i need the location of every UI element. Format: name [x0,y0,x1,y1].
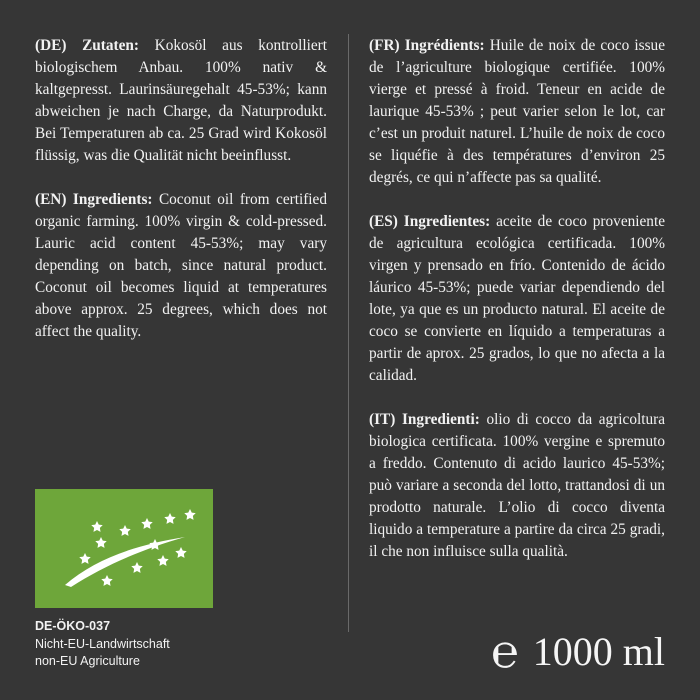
origin-en: non-EU Agriculture [35,654,140,668]
net-volume [491,625,665,677]
ingredients-column-left [35,35,327,365]
ingredients-label: (DE) Zutaten: [35,37,140,54]
ingredients-fr [369,35,665,189]
ingredients-text: aceite de coco proveniente de agricultura ecológica certificada. 100% virgen y prensado en frío. Contenido de ácido láurico 45-53%; puede variar dependiendo del lote, ya que es un producto natural. El aceite de coco se convierte en líquido a temperaturas a partir de aprox. 25 grados, lo que no afecta a la calidad. [369,213,665,384]
volume-amount: 1000 ml [532,629,665,674]
ingredients-it [369,409,665,563]
ingredients-text: olio di cocco da agricoltura biologica certificata. 100% vergine e spremuto a freddo. Contenuto di acido laurico 45-53%; può variare a seconda del lotto, trattandosi di un prodotto naturale. L’olio di cocco diventa liquido a temperature a partire da circa 25 gradi, il che non influisce sulla qualità. [369,411,666,560]
ingredients-label: (EN) Ingredients: [35,191,153,208]
ingredients-label: (FR) Ingrédients: [369,37,485,54]
ingredients-label: (IT) Ingredienti: [369,411,480,428]
ingredients-text: Coconut oil from certified organic farming. 100% virgin & cold-pressed. Lauric acid content 45-53%; may vary depending on batch, since natural product. Coconut oil becomes liquid at temperatures above approx. 25 degrees, which does not affect the quality. [35,191,327,340]
estimated-sign-icon: ℮ [491,626,519,677]
organic-control-code: DE-ÖKO-037 [35,619,111,633]
ingredients-de [35,35,327,167]
origin-de: Nicht-EU-Landwirtschaft [35,636,170,651]
eu-organic-leaf-icon [35,489,213,608]
ingredients-es [369,211,665,387]
ingredients-column-right [369,35,665,585]
ingredients-text: Kokosöl aus kontrolliert biologischem Anbau. 100% nativ & kaltgepresst. Laurinsäuregehalt 45-53%; kann abweichen je nach Charge, da Naturprodukt. Bei Temperaturen ab ca. 25 Grad wird Kokosöl flüssig, was die Qualität nicht beeinflusst. [35,37,328,164]
certification-info [35,618,170,671]
ingredients-en [35,189,327,343]
column-divider [348,34,349,632]
ingredients-label: (ES) Ingredientes: [369,213,491,230]
ingredients-text: Huile de noix de coco issue de l’agriculture biologique certifiée. 100% vierge et pressé à froid. Teneur en acide de laurique 45-53% ; peut varier selon le lot, car c’est un produit naturel. L’huile de noix de coco se liquéfie à des températures d’environ 25 degrés, ce qui n’affecte pas sa qualité. [369,37,665,186]
